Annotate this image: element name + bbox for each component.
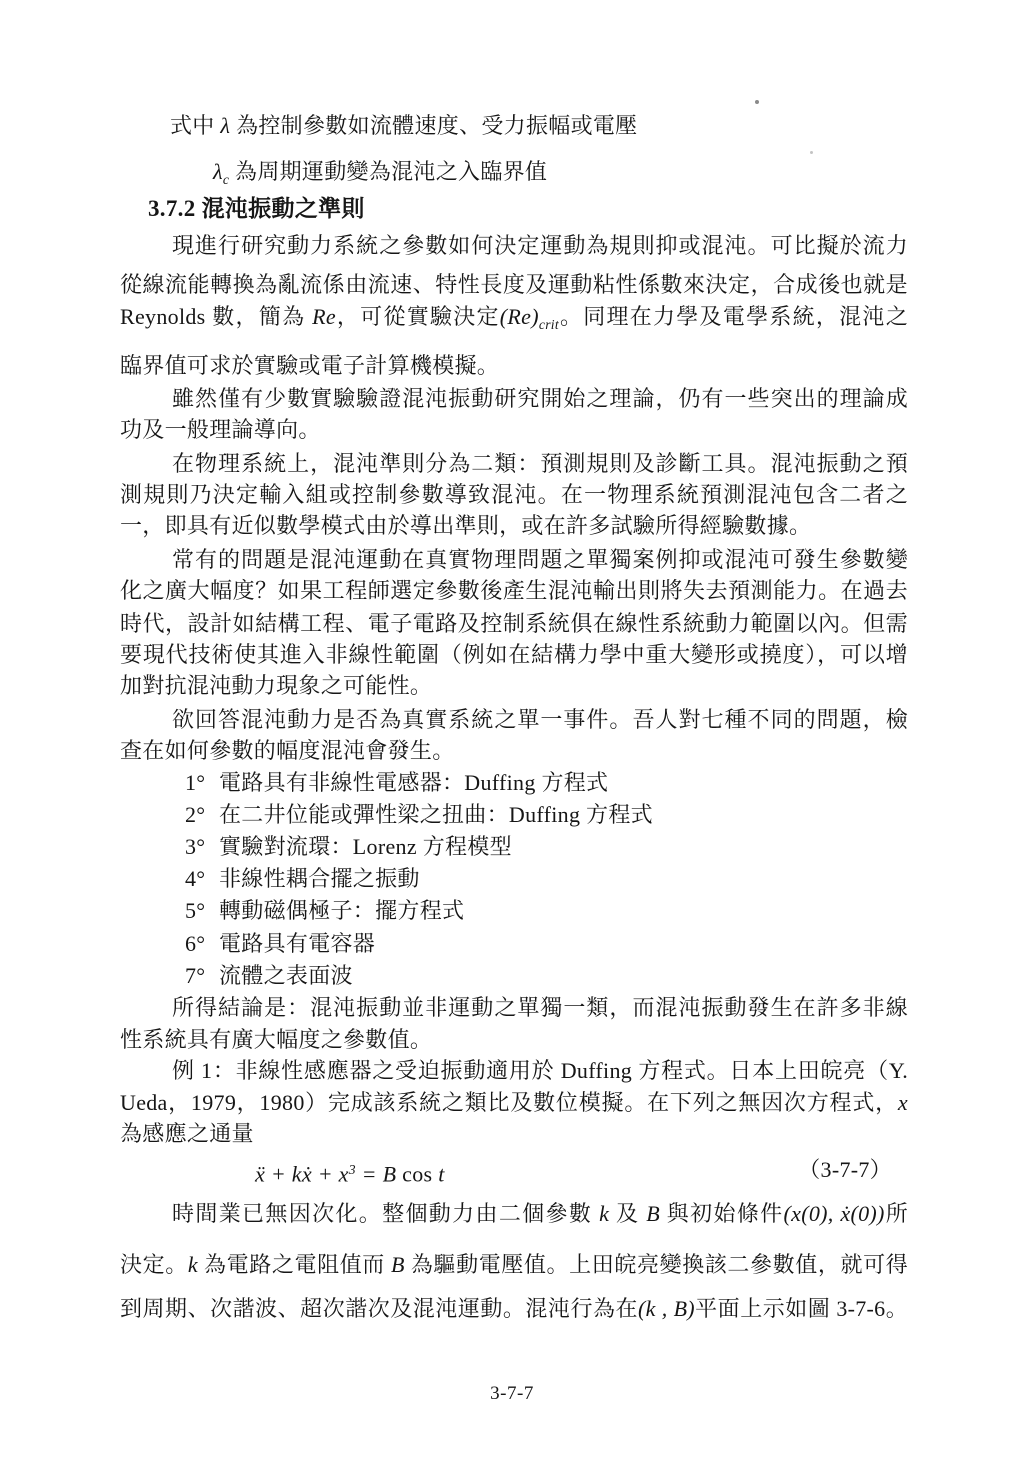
list-marker: 4° xyxy=(185,866,206,891)
exponent: 3 xyxy=(348,1162,356,1177)
lambda-symbol: λ xyxy=(220,113,231,138)
list-marker: 7° xyxy=(185,963,206,988)
text-line: 查在如何參數的幅度混沌會發生。 xyxy=(120,738,455,763)
lambda-subscript: c xyxy=(222,171,230,187)
text-line: 從線流能轉換為亂流係由流速、特性長度及運動粘性係數來決定，合成後也就是 xyxy=(120,272,908,297)
list-marker: 5° xyxy=(185,898,206,923)
text-line: 雖然僅有少數實驗驗證混沌振動研究開始之理論，仍有一些突出的理論成 xyxy=(172,386,908,411)
math-initial-conditions: (x(0), ẋ(0)) xyxy=(783,1201,885,1226)
text-line: 常有的問題是混沌運動在真實物理問題之單獨案例抑或混沌可發生參數變 xyxy=(172,547,908,572)
text-line: 決定。k 為電路之電阻值而 B 為驅動電壓值。上田皖亮變換該二參數值，就可得 xyxy=(120,1252,908,1277)
cos-operator: cos xyxy=(396,1161,439,1187)
list-item: 6° 電路具有電容器 xyxy=(185,931,376,956)
section-number: 3.7.2 xyxy=(148,196,196,221)
list-marker: 2° xyxy=(185,802,206,827)
list-item: 3° 實驗對流環：Lorenz 方程模型 xyxy=(185,834,512,859)
text-line: 在物理系統上，混沌準則分為二類：預測規則及診斷工具。混沌振動之預 xyxy=(172,451,908,476)
text-line: Ueda，1979，1980）完成該系統之類比及數位模擬。在下列之無因次方程式，x xyxy=(120,1090,908,1115)
math-Re-crit: (Re) xyxy=(499,304,539,329)
list-item: 5° 轉動磁偶極子：擺方程式 xyxy=(185,898,465,923)
list-marker: 1° xyxy=(185,770,206,795)
text-line: 時間業已無因次化。整個動力由二個參數 k 及 B 與初始條件(x(0), ẋ(0))所 xyxy=(172,1201,909,1226)
lambda-symbol: λ xyxy=(213,159,223,184)
math-k: k xyxy=(599,1201,610,1226)
section-title: 混沌振動之準則 xyxy=(201,196,365,221)
list-marker: 3° xyxy=(185,834,206,859)
text-line: 到周期、次諧波、超次諧次及混沌運動。混沌行為在(k , B)平面上示如圖 3-7-6。 xyxy=(120,1296,908,1321)
text-line: 時代，設計如結構工程、電子電路及控制系統俱在線性系統動力範圍以內。但需 xyxy=(120,611,908,636)
page-number: 3-7-7 xyxy=(490,1383,534,1404)
list-marker: 6° xyxy=(185,931,206,956)
section-heading xyxy=(120,195,908,223)
text-line: 測規則乃決定輸入組或控制參數導致混沌。在一物理系統預測混沌包含二者之 xyxy=(120,482,908,507)
text-line: 化之廣大幅度？如果工程師選定參數後產生混沌輸出則將失去預測能力。在過去 xyxy=(120,578,908,603)
text-line: 功及一般理論導向。 xyxy=(120,417,321,442)
text-line: 現進行研究動力系統之參數如何決定運動為規則抑或混沌。可比擬於流力 xyxy=(172,233,908,258)
text-line: 例 1：非線性感應器之受迫振動適用於 Duffing 方程式。日本上田皖亮（Y. xyxy=(172,1058,908,1083)
list-item: 2° 在二井位能或彈性梁之扭曲：Duffing 方程式 xyxy=(185,802,653,827)
equation-number: （3-7-7） xyxy=(798,1157,892,1182)
text-line: 所得結論是：混沌振動並非運動之單獨一類，而混沌振動發生在許多非線 xyxy=(172,995,908,1020)
math-B: B xyxy=(391,1252,405,1277)
math-x: x xyxy=(897,1090,908,1115)
text-line: $\lambda_c$ 為周期運動變為混沌之入臨界值 xyxy=(213,159,548,187)
list-item: 4° 非線性耦合擺之振動 xyxy=(185,866,420,891)
math-kB-plane: (k , B) xyxy=(638,1296,695,1321)
text-line: 為感應之通量 xyxy=(120,1121,254,1146)
text-line: 一，即具有近似數學模式由於導出準則，或在許多試驗所得經驗數據。 xyxy=(120,513,812,538)
scan-speck xyxy=(810,151,813,154)
text-line: 臨界值可求於實驗或電子計算機模擬。 xyxy=(120,353,500,378)
text-line: 式中 λ 為控制參數如流體速度、受力振幅或電壓 xyxy=(170,113,638,138)
equation-line xyxy=(120,1153,908,1192)
list-item: 7° 流體之表面波 xyxy=(185,963,353,988)
text-line: 加對抗混沌動力現象之可能性。 xyxy=(120,673,433,698)
scan-speck xyxy=(755,100,759,104)
math-k: k xyxy=(187,1252,198,1277)
text-line: Reynolds 數，簡為 Re，可從實驗決定$(Re)_{crit}$。同理在力學及電學系統，混沌之 xyxy=(120,304,908,332)
equation-expression: ẍ + kẋ + $x^3 = B$ cos t xyxy=(255,1161,445,1187)
text-line: 性系統具有廣大幅度之參數值。 xyxy=(120,1027,433,1052)
text-line: 要現代技術使其進入非線性範圍（例如在結構力學中重大變形或撓度），可以增 xyxy=(120,642,908,667)
list-item: 1° 電路具有非線性電感器：Duffing 方程式 xyxy=(185,770,609,795)
text-line: 欲回答混沌動力是否為真實系統之單一事件。吾人對七種不同的問題，檢 xyxy=(172,707,908,732)
math-Re: Re xyxy=(312,304,336,329)
math-B: B xyxy=(646,1201,660,1226)
